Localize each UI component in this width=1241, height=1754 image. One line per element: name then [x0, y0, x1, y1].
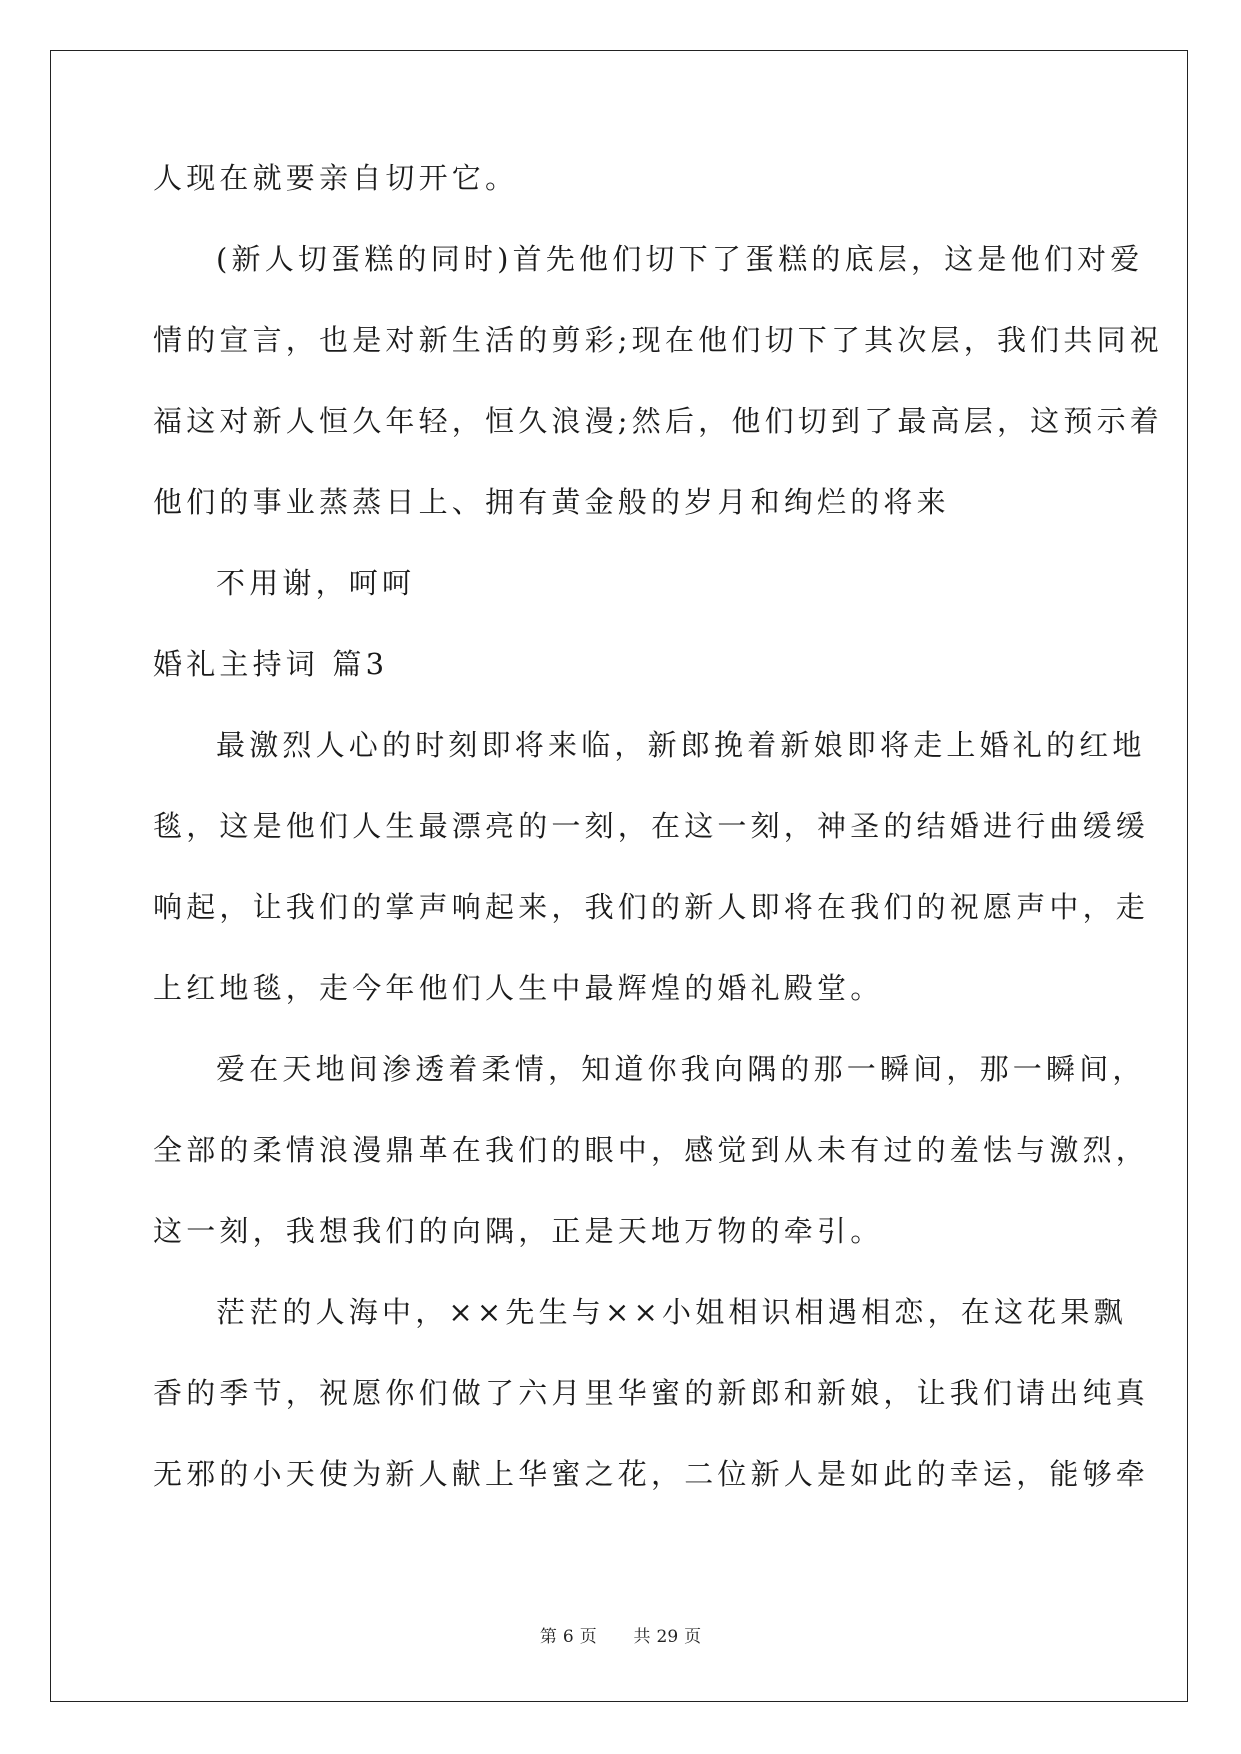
page-prefix: 第	[539, 1627, 557, 1647]
text-line: 福这对新人恒久年轻，恒久浪漫;然后，他们切到了最高层，这预示着	[153, 404, 1163, 438]
section-heading: 婚礼主持词 篇3	[153, 647, 389, 681]
total-suffix: 页	[684, 1627, 702, 1647]
text-line: 香的季节，祝愿你们做了六月里华蜜的新郎和新娘，让我们请出纯真	[153, 1376, 1150, 1410]
paragraph-first-line: (新人切蛋糕的同时)首先他们切下了蛋糕的底层，这是他们对爱	[216, 242, 1144, 276]
page-footer	[0, 1625, 1241, 1649]
text-line: 毯，这是他们人生最漂亮的一刻，在这一刻，神圣的结婚进行曲缓缓	[153, 809, 1150, 843]
paragraph-first-line: 爱在天地间渗透着柔情，知道你我向隅的那一瞬间，那一瞬间，	[216, 1052, 1146, 1086]
page-number: 6	[562, 1627, 574, 1647]
text-line: 人现在就要亲自切开它。	[153, 161, 519, 195]
page-suffix: 页	[579, 1627, 597, 1647]
text-line: 全部的柔情浪漫鼎革在我们的眼中，感觉到从未有过的羞怯与激烈，	[153, 1133, 1150, 1167]
paragraph-first-line: 最激烈人心的时刻即将来临，新郎挽着新娘即将走上婚礼的红地	[216, 728, 1146, 762]
paragraph-first-line: 不用谢，呵呵	[216, 566, 416, 600]
text-line: 响起，让我们的掌声响起来，我们的新人即将在我们的祝愿声中，走	[153, 890, 1150, 924]
text-line: 情的宣言，也是对新生活的剪彩;现在他们切下了其次层，我们共同祝	[153, 323, 1163, 357]
total-pages: 29	[656, 1627, 679, 1647]
paragraph-first-line: 茫茫的人海中，××先生与××小姐相识相遇相恋，在这花果飘	[216, 1295, 1127, 1329]
total-prefix: 共	[633, 1627, 651, 1647]
text-line: 上红地毯，走今年他们人生中最辉煌的婚礼殿堂。	[153, 971, 884, 1005]
text-line: 他们的事业蒸蒸日上、拥有黄金般的岁月和绚烂的将来	[153, 485, 950, 519]
text-line: 无邪的小天使为新人献上华蜜之花，二位新人是如此的幸运，能够牵	[153, 1457, 1150, 1491]
text-line: 这一刻，我想我们的向隅，正是天地万物的牵引。	[153, 1214, 884, 1248]
